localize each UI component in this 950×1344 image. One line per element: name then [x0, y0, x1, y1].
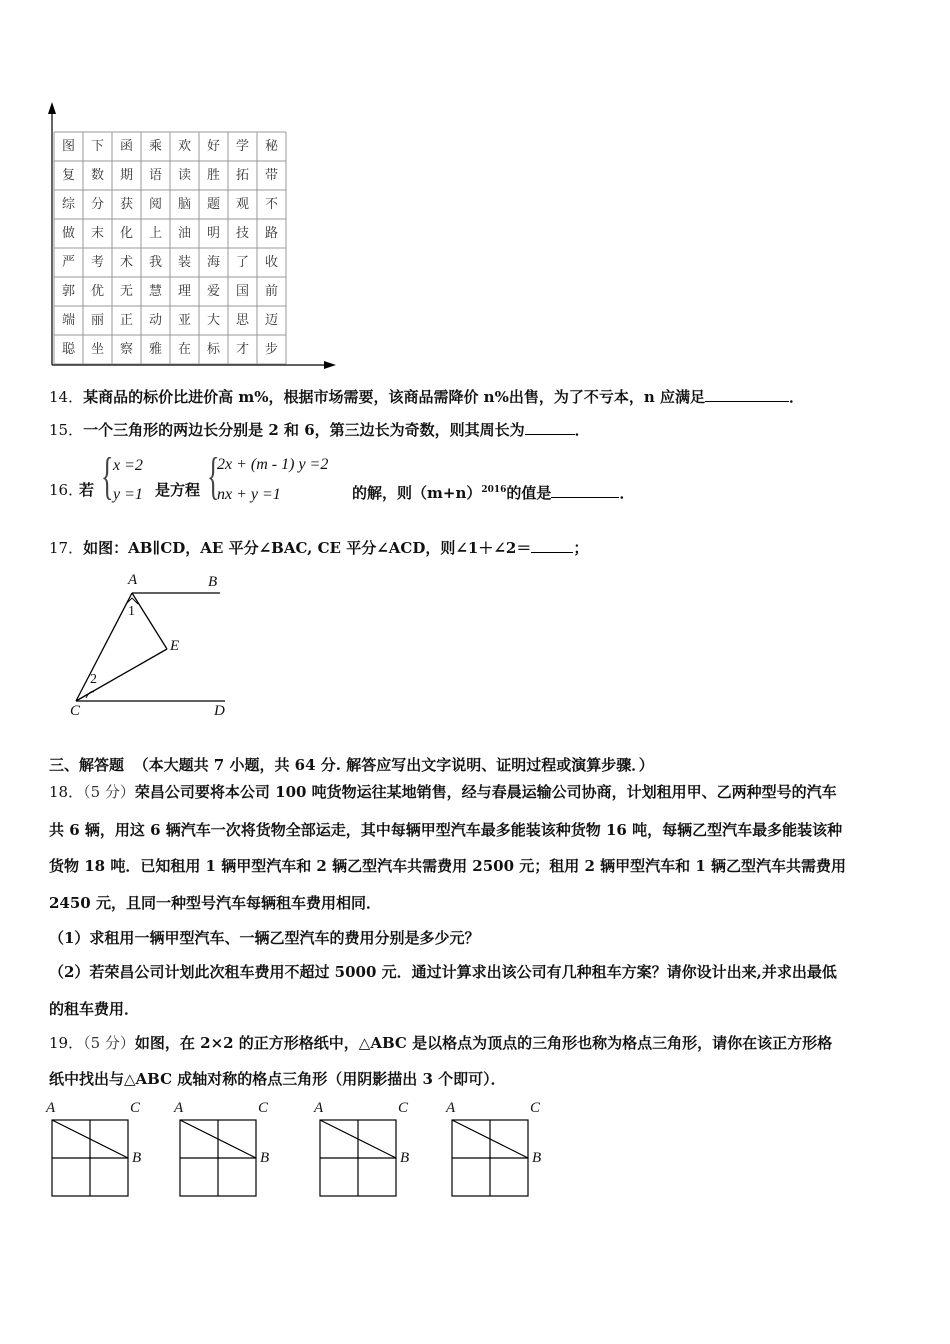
- q16-pre: 若: [79, 481, 95, 499]
- grid-cell: 胜: [206, 168, 220, 183]
- grid-cell: 获: [119, 197, 133, 212]
- fig19-label-A: A: [174, 1100, 184, 1116]
- fig19-label-B: B: [132, 1150, 142, 1166]
- question-16: [49, 448, 749, 514]
- q16-sys2-eq1: 2x + (m - 1) y =2: [217, 456, 329, 473]
- q19-line-1: [49, 1033, 832, 1053]
- grid-cell: 明: [206, 226, 220, 241]
- section-3-title: 三、解答题: [49, 756, 125, 774]
- q16-mid: 是方程: [155, 481, 201, 499]
- grid-cell: 坐: [90, 342, 104, 357]
- fig19-label-C: C: [398, 1100, 409, 1116]
- grid-cell: 察: [119, 342, 133, 357]
- fig19-grid-3: [314, 1100, 424, 1200]
- q15-text: 一个三角形的两边长分别是 2 和 6，第三边长为奇数，则其周长为: [83, 421, 525, 439]
- grid-cell: 迈: [264, 313, 278, 328]
- q18-score: （5 分）: [83, 783, 135, 801]
- q16-brace-1: {: [101, 448, 114, 505]
- question-14: [49, 387, 804, 407]
- grid-cell: 正: [119, 313, 133, 328]
- fig17-label-E: E: [170, 638, 180, 654]
- q14-text: 某商品的标价比进价高 m%，根据市场需要，该商品需降价 n%出售，为了不亏本，n 应满足: [83, 388, 705, 406]
- grid-cell: 油: [177, 226, 191, 241]
- grid-cell: 聪: [61, 342, 75, 357]
- figure-17-lines: [60, 570, 250, 725]
- section-3-note: （本大题共 7 小题，共 64 分. 解答应写出文字说明、证明过程或演算步骤．）: [133, 756, 654, 774]
- grid-cell: 丽: [90, 313, 104, 328]
- grid-cell: 读: [177, 168, 191, 183]
- fig17-angle-1: 1: [128, 604, 135, 619]
- q16-post2-text: 的值是: [506, 484, 552, 502]
- fig17-label-B: B: [208, 574, 218, 590]
- fig19-grid-4: [446, 1100, 556, 1200]
- q19-number: 19．: [49, 1034, 84, 1052]
- q15-answer-blank[interactable]: [525, 420, 575, 435]
- grid-cell: 雅: [148, 342, 162, 357]
- q19-line-2: 纸中找出与△ABC 成轴对称的格点三角形（用阴影描出 3 个即可）．: [49, 1070, 506, 1088]
- grid-cell: 做: [61, 226, 75, 241]
- question-17: [49, 538, 588, 558]
- q18-line-1: [49, 782, 837, 802]
- grid-cell: 考: [90, 255, 104, 270]
- grid-cell: 步: [264, 342, 278, 357]
- grid-cell: 端: [61, 313, 75, 328]
- grid-cell: 了: [235, 255, 249, 270]
- q18-text-1: 荣昌公司要将本公司 100 吨货物运往某地销售，经与春晨运输公司协商，计划租用甲、乙两种型号的汽车: [134, 783, 837, 801]
- grid-cell: 复: [61, 168, 75, 183]
- grid-cell: 慧: [148, 284, 162, 299]
- fig19-grid-2: [174, 1100, 284, 1200]
- q16-post: [352, 480, 634, 503]
- q15-number: 15．: [49, 421, 84, 439]
- fig19-label-B: B: [260, 1150, 270, 1166]
- grid-cell: 期: [119, 168, 133, 183]
- question-15: [49, 420, 590, 440]
- fig19-label-A: A: [314, 1100, 324, 1116]
- grid-cell: 末: [90, 226, 104, 241]
- character-grid-figure: [40, 100, 340, 372]
- q19-text-1: 如图，在 2×2 的正方形格纸中，△ABC 是以格点为顶点的三角形也称为格点三角形，请你在该正方形格: [134, 1034, 833, 1052]
- fig19-label-A: A: [46, 1100, 56, 1116]
- q16-brace-2: {: [207, 448, 220, 505]
- grid-cell: 函: [119, 139, 133, 154]
- grid-cell: 优: [90, 284, 104, 299]
- grid-cell: 欢: [177, 139, 191, 154]
- grid-cell: 技: [235, 226, 249, 241]
- fig19-label-B: B: [400, 1150, 410, 1166]
- figure-17: [60, 570, 250, 725]
- grid-cell: 带: [264, 168, 278, 183]
- q17-answer-blank[interactable]: [531, 538, 573, 553]
- q16-answer-blank[interactable]: [551, 483, 619, 498]
- grid-cell: 动: [148, 313, 162, 328]
- q17-text: 如图：AB∥CD，AE 平分∠BAC, CE 平分∠ACD，则∠1＋∠2＝: [83, 539, 532, 557]
- grid-cell: 脑: [177, 197, 191, 212]
- grid-cell: 秘: [264, 139, 278, 154]
- q18-part-2-line-1: （2）若荣昌公司计划此次租车费用不超过 5000 元．通过计算求出该公司有几种租车方案？请你设计出来,并求出最低: [49, 963, 837, 981]
- fig19-label-A: A: [446, 1100, 456, 1116]
- grid-cell: 理: [177, 284, 191, 299]
- grid-cell: 题: [206, 197, 220, 212]
- q14-end: ．: [788, 388, 804, 406]
- grid-cell: 严: [61, 255, 75, 270]
- q18-part-1: （1）求租用一辆甲型汽车、一辆乙型汽车的费用分别是多少元？: [49, 929, 480, 947]
- q15-end: ．: [574, 421, 590, 439]
- fig19-label-C: C: [258, 1100, 269, 1116]
- grid-cell: 爱: [206, 284, 220, 299]
- grid-cell: 综: [61, 197, 75, 212]
- q19-score: （5 分）: [83, 1034, 135, 1052]
- grid-cell: 无: [119, 284, 133, 299]
- q17-number: 17．: [49, 539, 84, 557]
- grid-cell: 分: [90, 197, 104, 212]
- grid-cell: 才: [235, 342, 249, 357]
- grid-cell: 术: [119, 255, 133, 270]
- grid-cell: 学: [235, 139, 249, 154]
- grid-cell: 前: [264, 284, 278, 299]
- grid-cell: 阅: [148, 197, 162, 212]
- q18-line-3: 货物 18 吨．已知租用 1 辆甲型汽车和 2 辆乙型汽车共需费用 2500 元；租用 2 辆甲型汽车和 1 辆乙型汽车共需费用: [49, 857, 847, 875]
- grid-cell: 不: [264, 197, 278, 212]
- q16-post-text: 的解，则（m+n）: [352, 484, 482, 502]
- q16-sys1-eq2: y =1: [113, 486, 143, 503]
- grid-cell: 我: [148, 255, 162, 270]
- fig17-label-A: A: [128, 572, 138, 588]
- q16-sys2-eq2: nx + y =1: [217, 486, 281, 503]
- grid-cell: 数: [90, 168, 104, 183]
- fig17-angle-2: 2: [90, 672, 97, 687]
- q18-number: 18．: [49, 783, 84, 801]
- fig19-label-C: C: [530, 1100, 541, 1116]
- grid-cell: 观: [235, 197, 249, 212]
- grid-cell: 亚: [177, 313, 191, 328]
- q16-exponent: 2016: [481, 485, 507, 495]
- grid-cell: 标: [206, 342, 220, 357]
- grid-cell: 图: [61, 139, 75, 154]
- grid-cell: 化: [119, 226, 133, 241]
- q18-line-2: 共 6 辆，用这 6 辆汽车一次将货物全部运走，其中每辆甲型汽车最多能装该种货物 16 吨，每辆乙型汽车最多能装该种: [49, 821, 843, 839]
- grid-cell: 海: [206, 255, 220, 270]
- q17-end: ；: [573, 539, 589, 557]
- section-3-header: [49, 755, 654, 775]
- grid-cell: 大: [206, 313, 220, 328]
- grid-cell: 拓: [235, 168, 249, 183]
- grid-cell: 下: [90, 139, 104, 154]
- grid-cell: 上: [148, 226, 162, 241]
- grid-cell: 郭: [61, 284, 75, 299]
- fig19-label-B: B: [532, 1150, 542, 1166]
- grid-cell: 装: [177, 255, 191, 270]
- q14-answer-blank[interactable]: [705, 387, 789, 402]
- q16-end: ．: [619, 484, 635, 502]
- q14-number: 14．: [49, 388, 84, 406]
- grid-cell: 在: [177, 342, 191, 357]
- fig19-label-C: C: [130, 1100, 141, 1116]
- grid-cell: 好: [206, 139, 220, 154]
- q16-sys1-eq1: x =2: [113, 457, 143, 474]
- grid-cell: 路: [264, 226, 278, 241]
- grid-cell: 语: [148, 168, 162, 183]
- fig17-label-D: D: [214, 703, 225, 719]
- q18-line-4: 2450 元，且同一种型号汽车每辆租车费用相同．: [49, 894, 381, 912]
- grid-cell: 思: [235, 313, 249, 328]
- q16-number: 16．: [49, 481, 84, 499]
- grid-cell: 乘: [148, 139, 162, 154]
- fig17-label-C: C: [70, 703, 81, 719]
- q18-part-2-line-2: 的租车费用．: [49, 1000, 140, 1018]
- grid-cell: 收: [264, 255, 278, 270]
- fig19-grid-1: [46, 1100, 156, 1200]
- grid-cell: 国: [235, 284, 249, 299]
